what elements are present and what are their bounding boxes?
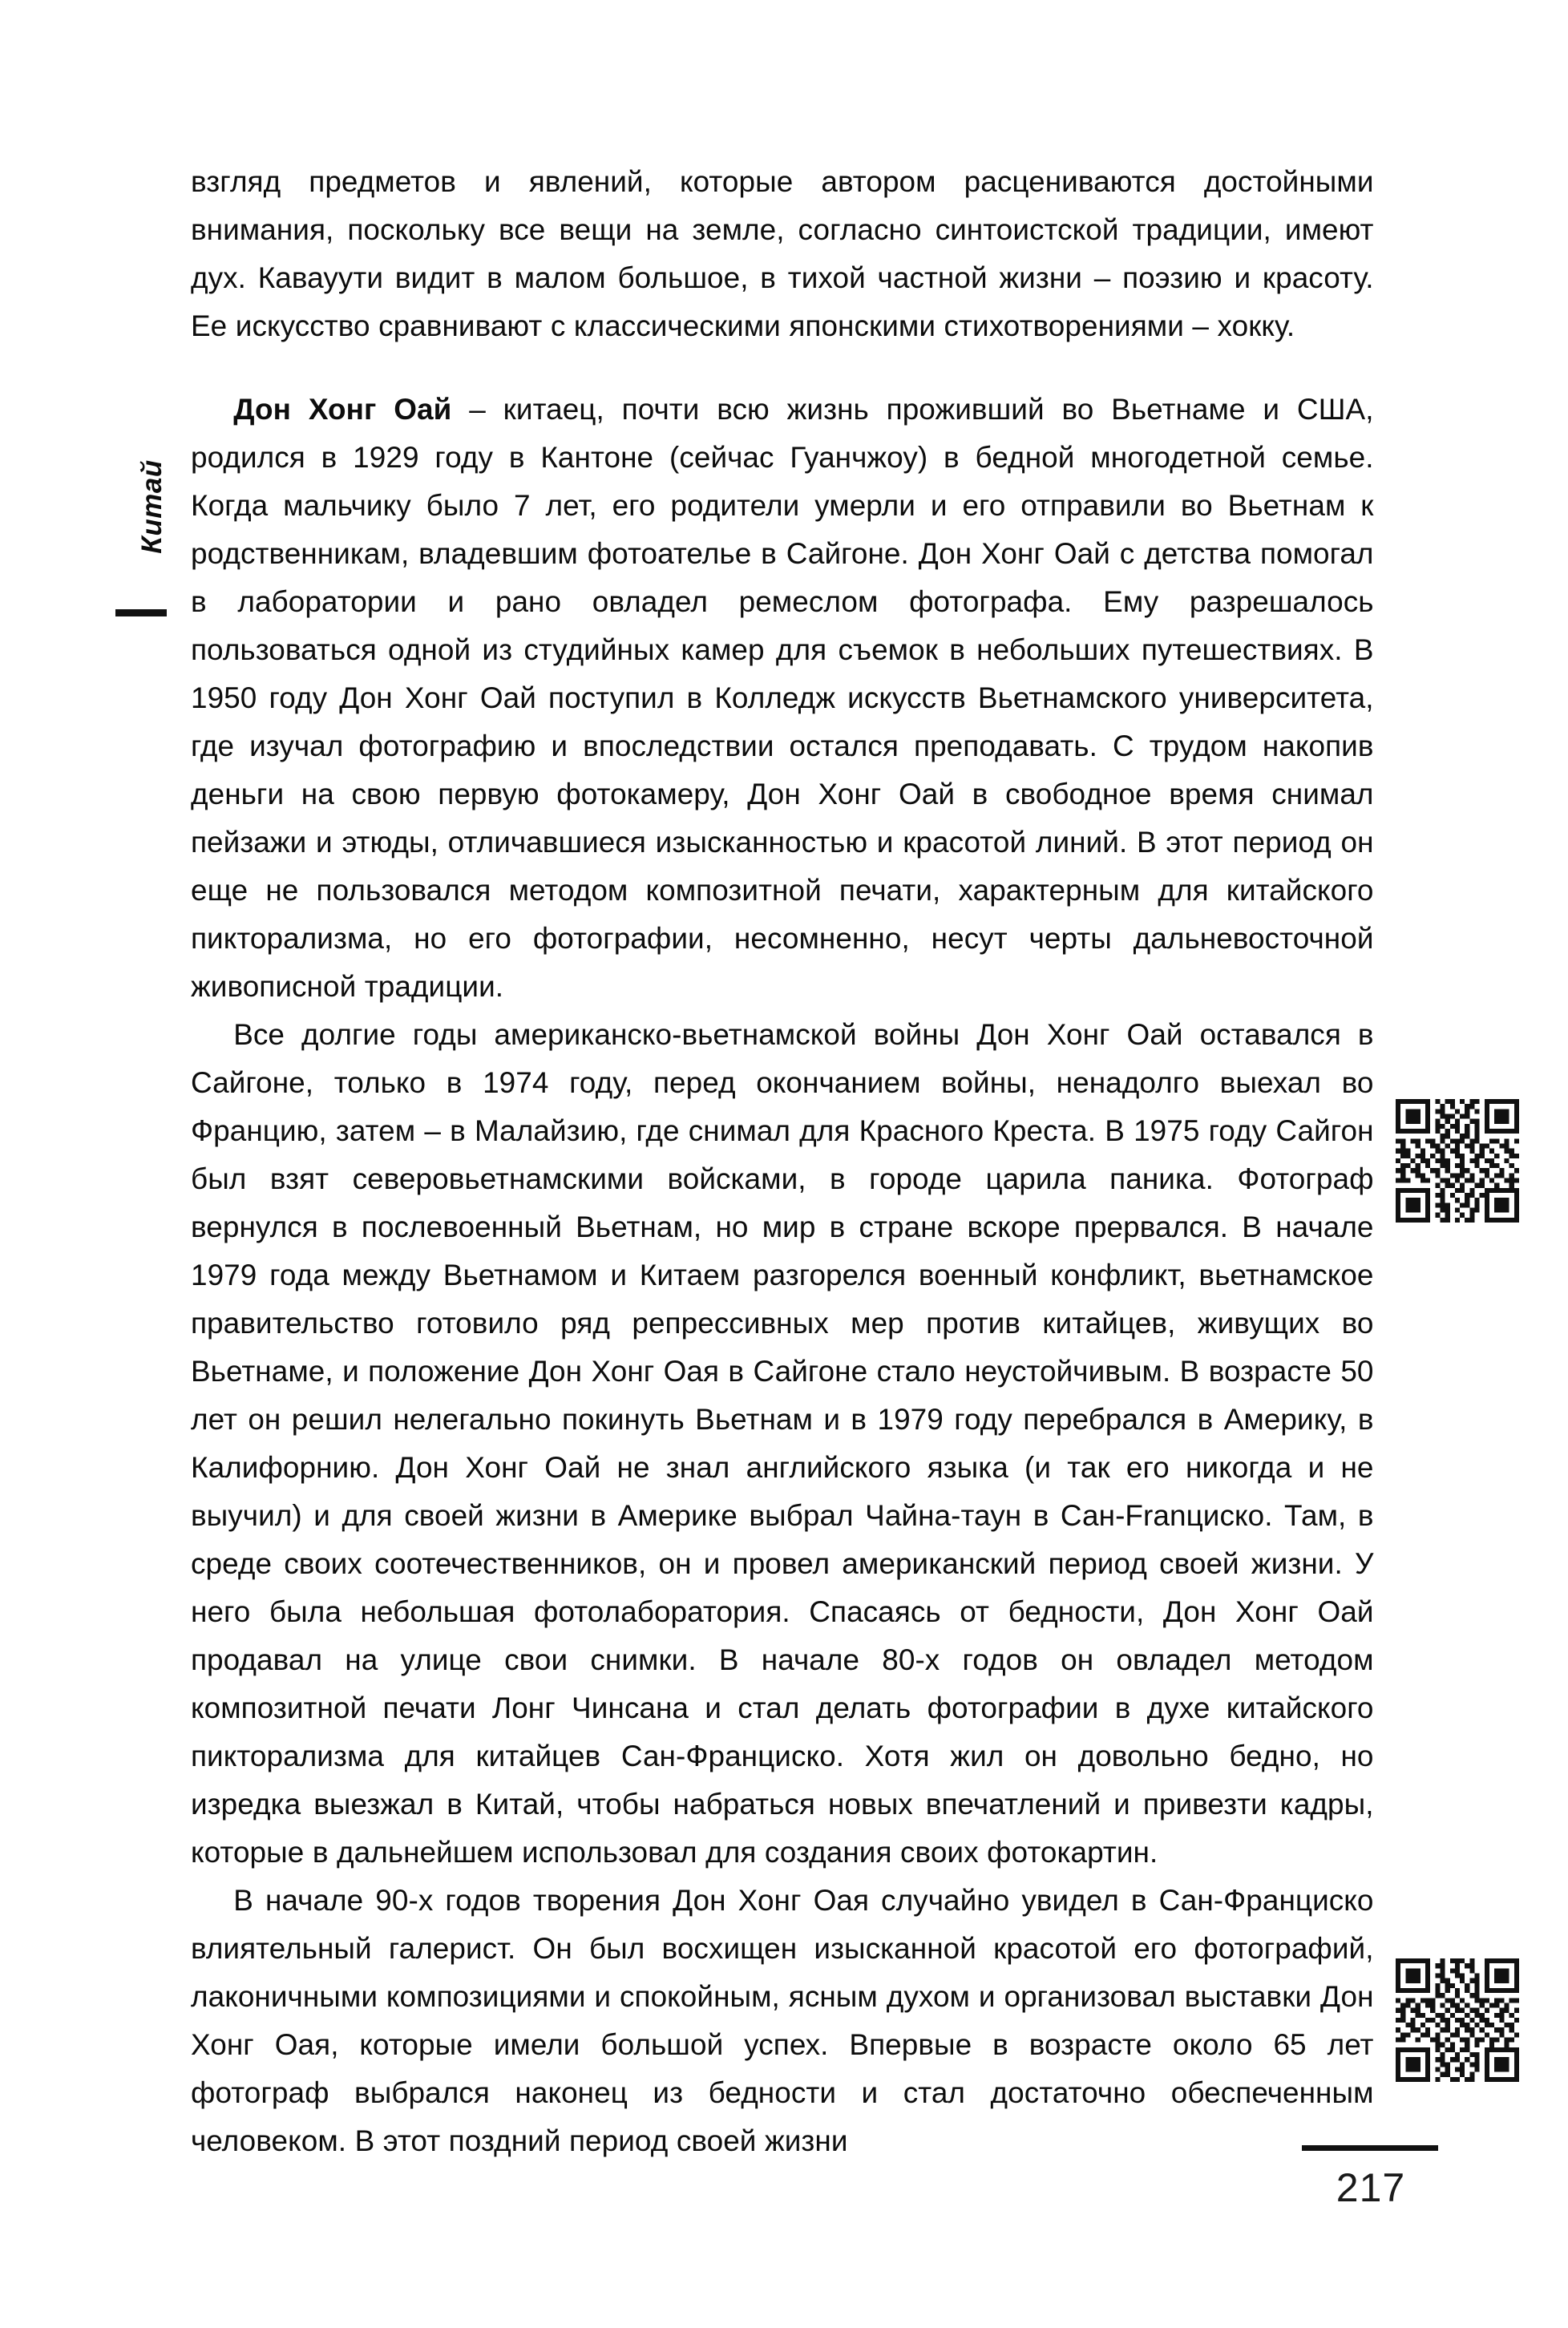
paragraph-2-body: – китаец, почти всю жизнь проживший во Вьетнаме и США, родился в 1929 году в Кантоне (сейчас Гуанчжоу) в бедной многодетной семье. Когда мальчику было 7 лет, его родители умерли и его отправили во Вьетнам к родственникам, владевшим фотоателье в Сайгоне. Дон Хонг Оай с детства помогал в лаборатории и рано овладел ремеслом фотографа. Ему разрешалось пользоваться одной из студийных камер для съемок в небольших путешествиях. В 1950 году Дон Хонг Оай поступил в Колледж искусств Вьетнамского университета, где изучал фотографию и впоследствии остался преподавать. С трудом накопив деньги на свою первую фотокамеру, Дон Хонг Оай в свободное время снимал пейзажи и этюды, отличавшиеся изысканностью и красотой линий. В этот период он еще не пользовался методом композитной печати, характерным для китайского пикторализма, но его фотографии, несомненно, несут черты дальневосточной живописной традиции. — [191, 392, 1374, 1003]
paragraph-4: В начале 90-х годов творения Дон Хонг Оая случайно увидел в Сан-Франциско влиятельный галерист. Он был восхищен изысканной красотой его фотографий, лаконичными композициями и спокойным, ясным духом и организовал выставки Дон Хонг Оая, которые имели большой успех. Впервые в возрасте около 65 лет фотограф выбрался наконец из бедности и стал достаточно обеспеченным человеком. В этот поздний период своей жизни — [191, 1883, 1374, 2157]
paragraph-2 — [191, 385, 1374, 1010]
qr-code-top[interactable] — [1396, 1099, 1519, 1223]
chapter-side-tab — [106, 420, 202, 628]
paragraph-2-lead-in: Дон Хонг Оай — [233, 392, 452, 426]
paragraph-3: Все долгие годы американско-вьетнамской войны Дон Хонг Оай оставался в Сайгоне, только в 1974 году, перед окончанием войны, ненадолго выехал во Францию, затем – в Малайзию, где снимал для Красного Креста. В 1975 году Сайгон был взят северовьетнамскими войсками, в городе царила паника. Фотограф вернулся в послевоенный Вьетнам, но мир в стране вскоре прервался. В начале 1979 года между Вьетнамом и Китаем разгорелся военный конфликт, вьетнамское правительство готовило ряд репрессивных мер против китайцев, живущих во Вьетнаме, и положение Дон Хонг Оая в Сайгоне стало неустойчивым. В возрасте 50 лет он решил нелегально покинуть Вьетнам и в 1979 году перебрался в Америку, в Калифорнию. Дон Хонг Оай не знал английского языка (и так его никогда и не выучил) и для своей жизни в Америке выбрал Чайна-таун в Сан-Franциско. Там, в среде своих соотечественников, он и провел американский период своей жизни. У него была небольшая фотолаборатория. Спасаясь от бедности, Дон Хонг Оай продавал на улице свои снимки. В начале 80-х годов он овладел методом композитной печати Лонг Чинсана и стал делать фотографии в духе китайского пикторализма для китайцев Сан-Франциско. Хотя жил он довольно бедно, но изредка выезжал в Китай, чтобы набраться новых впечатлений и привезти кадры, которые в дальнейшем использовал для создания своих фотокартин. — [191, 1017, 1374, 1869]
chapter-side-tab-label: Китай — [136, 459, 168, 554]
qr-code-bottom[interactable] — [1396, 1958, 1519, 2082]
paragraph-1: взгляд предметов и явлений, которые автором расцениваются достойными внимания, поскольку все вещи на земле, согласно синтоистской традиции, имеют дух. Кавауути видит в малом большое, в тихой частной жизни – поэзию и красоту. Ее искусство сравнивают с классическими японскими стихотворениями – хокку. — [191, 164, 1374, 342]
chapter-side-tab-rule — [115, 609, 167, 616]
footer-rule — [1302, 2145, 1438, 2151]
page-number: 217 — [1336, 2165, 1406, 2210]
body-text-column — [191, 157, 1392, 2164]
